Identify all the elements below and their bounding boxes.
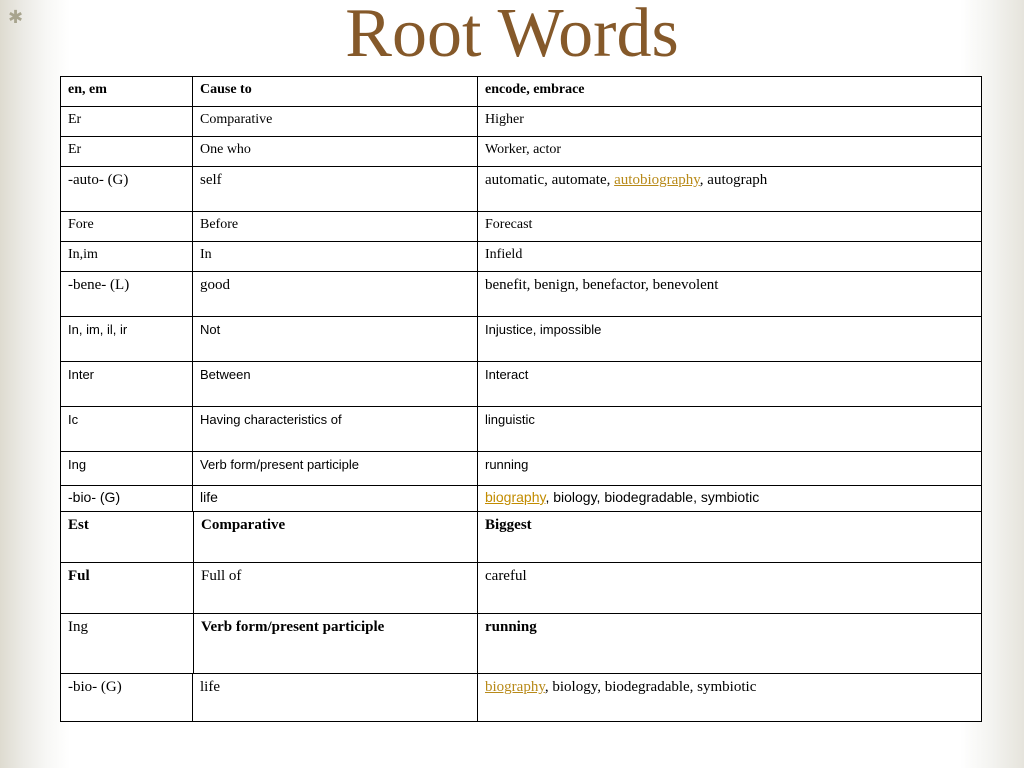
table-cell-prefix: en, em xyxy=(60,76,194,108)
table-cell-prefix: Ic xyxy=(60,406,194,453)
examples-text: , biology, biodegradable, symbiotic xyxy=(545,489,760,505)
table-cell-prefix: In, im, il, ir xyxy=(60,316,194,363)
table-cell-prefix: Ful xyxy=(60,562,195,615)
table-cell-examples: Interact xyxy=(477,361,982,408)
table-cell-meaning: Verb form/present participle xyxy=(193,613,479,675)
table-cell-prefix: -bio- (G) xyxy=(60,485,194,513)
biography-link[interactable]: biography xyxy=(485,489,546,505)
table-cell-meaning: In xyxy=(192,241,479,273)
table-cell-examples: linguistic xyxy=(477,406,982,453)
table-cell-meaning: Verb form/present participle xyxy=(192,451,479,487)
table-cell-prefix: Ing xyxy=(60,613,195,675)
examples-text: , autograph xyxy=(699,172,768,188)
table-cell-meaning: Having characteristics of xyxy=(192,406,479,453)
table-cell-meaning: good xyxy=(192,271,479,318)
examples-text: , biology, biodegradable, symbiotic xyxy=(544,679,757,695)
table-cell-meaning: life xyxy=(192,673,479,722)
table-cell-prefix: -auto- (G) xyxy=(60,166,194,213)
table-cell-meaning: Before xyxy=(192,211,479,243)
table-cell-prefix: Fore xyxy=(60,211,194,243)
table-cell-prefix: In,im xyxy=(60,241,194,273)
table-cell-examples: Injustice, impossible xyxy=(477,316,982,363)
table-cell-meaning: life xyxy=(192,485,479,513)
autobiography-link[interactable]: autobiography xyxy=(614,172,700,188)
table-cell-examples: Forecast xyxy=(477,211,982,243)
table-cell-examples: Biggest xyxy=(477,511,982,564)
slide-title: Root Words xyxy=(345,0,679,72)
table-cell-examples: running xyxy=(477,613,982,675)
table-cell-examples xyxy=(477,673,982,722)
table-cell-meaning: Full of xyxy=(193,562,479,615)
table-cell-meaning: Cause to xyxy=(192,76,479,108)
table-cell-prefix: -bene- (L) xyxy=(60,271,194,318)
examples-text: automatic, automate, xyxy=(485,172,615,188)
star-bullet-icon: ✱ xyxy=(8,7,24,27)
table-cell-meaning: Between xyxy=(192,361,479,408)
table-cell-prefix: Ing xyxy=(60,451,194,487)
table-cell-examples: running xyxy=(477,451,982,487)
table-cell-examples: Worker, actor xyxy=(477,136,982,168)
table-cell-meaning: Not xyxy=(192,316,479,363)
table-cell-examples: Higher xyxy=(477,106,982,138)
table-cell-examples: Infield xyxy=(477,241,982,273)
table-cell-meaning: self xyxy=(192,166,479,213)
table-cell-meaning: Comparative xyxy=(192,106,479,138)
table-cell-examples: careful xyxy=(477,562,982,615)
table-cell-prefix: Est xyxy=(60,511,195,564)
table-cell-examples xyxy=(477,166,982,213)
table-cell-prefix: Er xyxy=(60,136,194,168)
table-cell-prefix: -bio- (G) xyxy=(60,673,194,722)
biography-link[interactable]: biography xyxy=(485,679,545,695)
table-cell-examples xyxy=(477,485,982,513)
table-cell-examples: benefit, benign, benefactor, benevolent xyxy=(477,271,982,318)
table-cell-meaning: Comparative xyxy=(193,511,479,564)
table-cell-meaning: One who xyxy=(192,136,479,168)
table-cell-prefix: Inter xyxy=(60,361,194,408)
table-cell-prefix: Er xyxy=(60,106,194,138)
table-cell-examples: encode, embrace xyxy=(477,76,982,108)
